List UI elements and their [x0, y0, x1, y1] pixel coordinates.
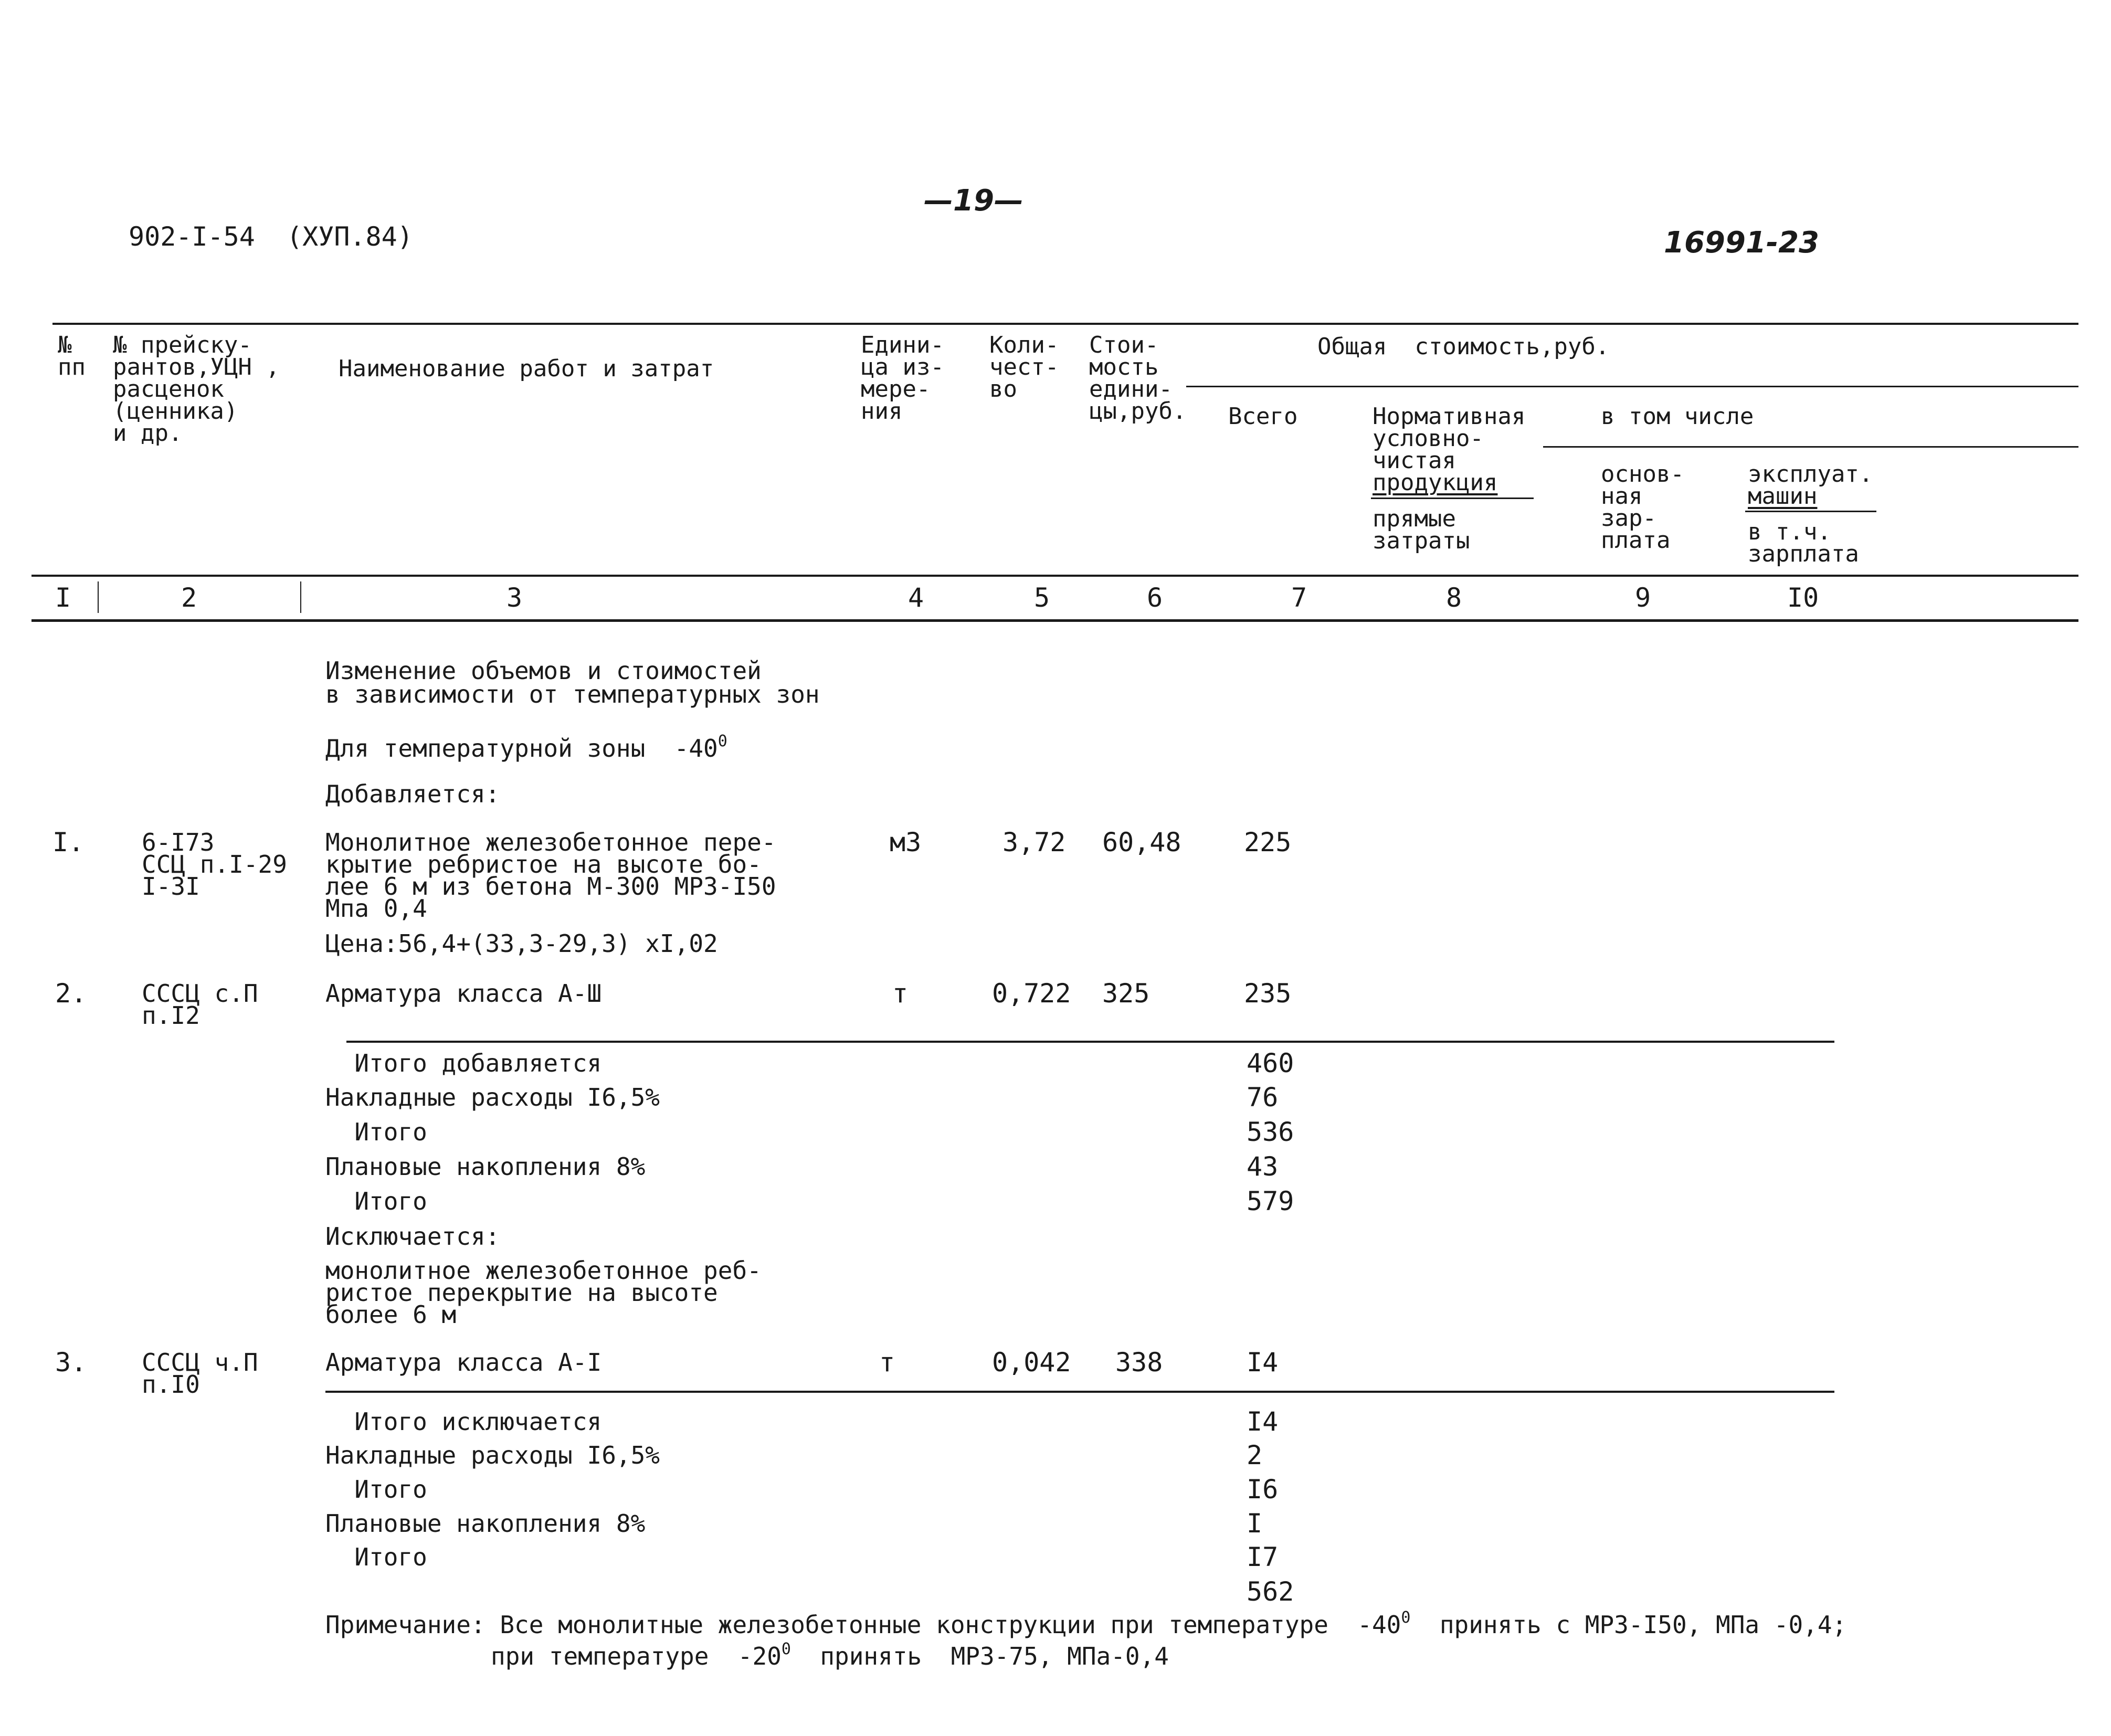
page-number: —19— [924, 184, 1023, 218]
subtotal-rule-1 [346, 1041, 1834, 1043]
col8-divider-rule [1371, 497, 1534, 499]
excluded-desc-line: монолитное железобетонное реб- [325, 1256, 762, 1285]
note-line-1: Примечание: Все монолитные железобетонные конструкции при температуре $-40^0$ принять с МРЗ-I50, МПа -0,4; [325, 1608, 1847, 1639]
added-label: Добавляется: [325, 780, 500, 808]
excluded-desc-line: ристое перекрытие на высоте [325, 1278, 718, 1307]
document-code: 902-I-54 (XУП.84) [129, 221, 413, 252]
header-col7: Всего [1228, 403, 1298, 430]
zone-heading: Для температурной зоны $-40^0$ [325, 732, 727, 763]
header-total-cost: Общая стоимость,руб. [1317, 333, 1610, 360]
col10-divider-rule [1745, 511, 1876, 512]
intro-line-2: в зависимости от температурных зон [325, 680, 820, 708]
col-divider-2 [300, 581, 301, 613]
price-formula: Цена:56,4+(33,3-29,3) хI,02 [325, 929, 718, 958]
subtotal-rule-2 [325, 1391, 1834, 1393]
header-top-rule [52, 323, 2078, 325]
excluded-label: Исключается: [325, 1222, 500, 1251]
incl-rule [1543, 446, 2078, 448]
sheet-number: 16991-23 [1664, 226, 1819, 260]
column-number-rule [31, 619, 2078, 622]
col-divider-1 [98, 581, 99, 613]
total-cost-rule [1186, 386, 2078, 387]
intro-line-1: Изменение объемов и стоимостей [325, 657, 762, 685]
header-col3: Наименование работ и затрат [339, 355, 714, 382]
note-line-2: при температуре $-20^0$ принять МРЗ-75, МПа-0,4 [491, 1640, 1169, 1670]
document-page: 902-I-54 (XУП.84) —19— 16991-23 № пп № прейску- рантов,УЦН , расценок (ценника) и др. Наименование работ и затрат Едини- ца из- мере- ния Коли- чест- во Стои- мость едини- цы,руб. Общая стоимость,руб. Всего Нормативная условно- чистая продукция прямые затраты в том числе основ- ная зар- плата эксплуат. машин в т.ч. зарплата I 2 3 4 5 6 7 8 9 I0 Изменение объемов и стоимостей в зависимости от температурных зон Для температурной зоны $-40^0$ Добавляется: I. 6-I73 ССЦ п.I-29 I-3I Монолитное железобетонное пере- крытие ребристое на высоте бо- лее 6 м из бетона М-300 МРЗ-I50 Мпа 0,4 Цена:56,4+(33,3-29,3) хI,02 м3 3,72 60,48 225 2. СССЦ с.П п.I2 Арматура класса А-Ш т 0,722 325 235 Итого добавляется 460 Накладные расходы I6,5% 76 Итого 536 Плановые накопления 8% 43 Итого 579 Исключается: монолитное железобетонное реб- ристое перекрытие на высоте более 6 м 3. СССЦ ч.П п.I0 Арматура класса А-I т 0,042 338 I4 Итого исключается I4 Накладные расходы I6,5% 2 Итого I6 Плановые накопления 8% I Итого I7 562 Примечание: Все монолитные железобетонные конструкции при температуре $-40^0$ принять с МРЗ-I50, МПа -0,4; при температуре $-20^0$ принять МРЗ-75, МПа-0,4 [0, 0, 2111, 1736]
header-bottom-rule [31, 575, 2078, 577]
header-incl: в том числе [1601, 403, 1754, 430]
grand-total: 562 [1247, 1576, 1294, 1607]
excluded-desc-line: более 6 м [325, 1300, 457, 1329]
